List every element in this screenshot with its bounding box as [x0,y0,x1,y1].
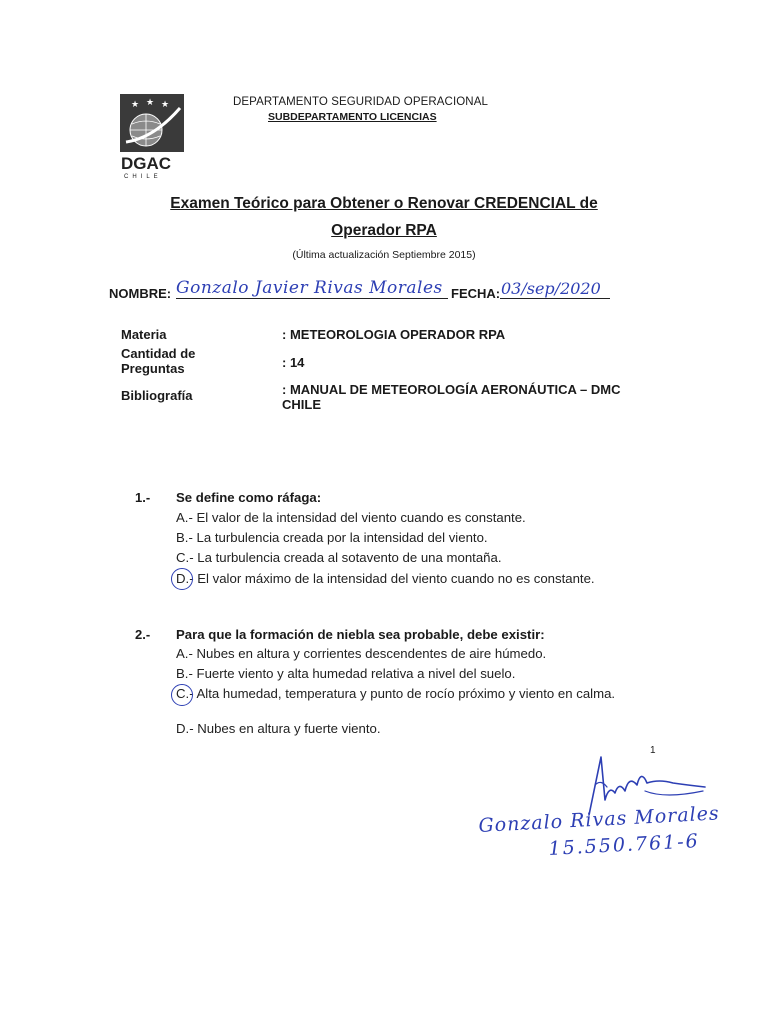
question-1-text: Se define como ráfaga: [176,490,322,505]
page-number: 1 [650,745,656,756]
svg-text:DGAC: DGAC [121,154,172,173]
question-1-option-a: A.- El valor de la intensidad del viento cuando es constante. [176,510,526,525]
department-name: DEPARTAMENTO SEGURIDAD OPERACIONAL [233,96,488,108]
dgac-logo [120,94,184,180]
info-value-cantidad: : 14 [282,355,305,370]
svg-text:★: ★ [131,100,140,110]
info-label-materia: Materia [121,327,167,342]
info-label-cantidad: Cantidad de Preguntas [121,346,196,376]
question-2-number: 2.- [135,627,151,642]
svg-text:★: ★ [146,98,155,108]
question-1-answer-circle [171,568,193,590]
info-value-bibliografia: : MANUAL DE METEOROLOGÍA AERONÁUTICA – DMC CHILE [282,382,621,412]
subdepartment-name: SUBDEPARTAMENTO LICENCIAS [268,111,437,123]
dgac-emblem-icon [120,94,184,180]
exam-title-line2: Operador RPA [331,222,437,239]
question-2-option-c: C.- Alta humedad, temperatura y punto de rocío próximo y viento en calma. [176,686,616,701]
handwritten-signer-name: Gonzalo Rivas Morales [478,802,721,837]
last-update-note: (Última actualización Septiembre 2015) [292,249,476,261]
fecha-label: FECHA: [451,286,501,301]
question-2-option-b: B.- Fuerte viento y alta humedad relativa a nivel del suelo. [176,666,516,681]
question-2-answer-circle [171,684,193,706]
svg-text:★: ★ [161,100,170,110]
question-2-option-a: A.- Nubes en altura y corrientes descendentes de aire húmedo. [176,646,547,661]
svg-text:CHILE: CHILE [124,174,162,180]
handwritten-signer-id: 15.550.761-6 [548,830,701,860]
question-2-text: Para que la formación de niebla sea probable, debe existir: [176,627,545,642]
question-1-option-d: D.- El valor máximo de la intensidad del viento cuando no es constante. [176,571,595,586]
question-2-option-d: D.- Nubes en altura y fuerte viento. [176,721,381,736]
nombre-handwritten: Gonzalo Javier Rivas Morales [176,278,443,298]
nombre-label: NOMBRE: [109,286,172,301]
info-value-materia: : METEOROLOGIA OPERADOR RPA [282,327,506,342]
question-1-option-b: B.- La turbulencia creada por la intensidad del viento. [176,530,488,545]
info-label-bibliografia: Bibliografía [121,388,193,403]
question-1-option-c: C.- La turbulencia creada al sotavento de una montaña. [176,550,502,565]
exam-title-line1: Examen Teórico para Obtener o Renovar CREDENCIAL de [170,195,598,212]
question-1-number: 1.- [135,490,151,505]
fecha-handwritten: 03/sep/2020 [501,279,601,298]
